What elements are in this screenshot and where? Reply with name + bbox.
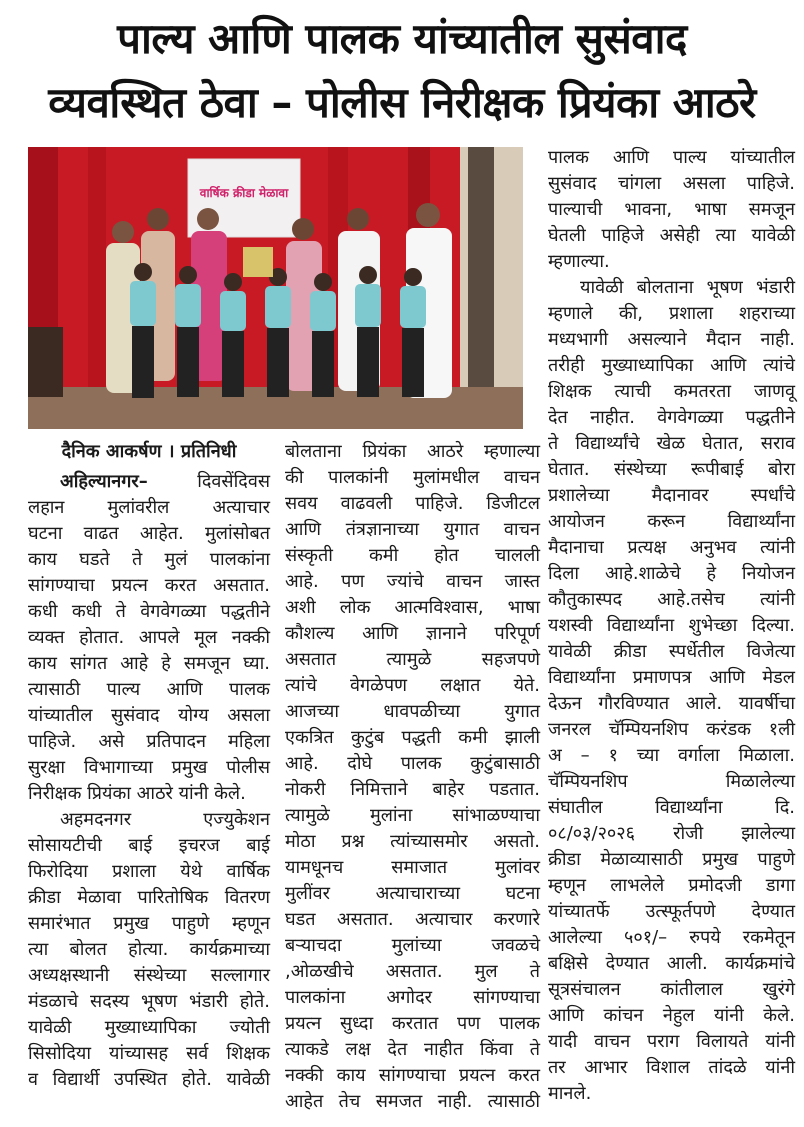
article-line: प्रशालेच्या मैदानावर स्पर्धांचे — [548, 485, 795, 506]
article-line: निरीक्षक प्रियंका आठरे यांनी केले. — [28, 783, 246, 804]
article-line: फिरोदिया प्रशाला येथे वार्षिक — [28, 861, 270, 882]
article-line: पालकांना अगोदर सांगण्याचा — [285, 987, 540, 1008]
article-line: व विद्यार्थी उपस्थित होते. यावेळी — [28, 1069, 270, 1090]
article-line: आहे. दोघे पालक कुटुंबासाठी — [285, 753, 540, 774]
dateline: अहिल्यानगर– — [60, 471, 148, 492]
trophy — [243, 247, 273, 277]
article-line: मंडळाचे सदस्य भूषण भंडारी होते. — [28, 991, 270, 1012]
article-line: घेतात. संस्थेच्या रूपीबाई बोरा — [548, 459, 795, 480]
article-column-2 — [285, 439, 540, 1115]
article-line: मुलींवर अत्याचाराच्या घटना — [285, 883, 540, 904]
article-line: पाल्याची भावना, भाषा समजून — [548, 199, 795, 220]
article-line: घडत असतात. अत्याचार करणारे — [285, 909, 540, 930]
article-line: यांच्यातर्फे उत्स्फूर्तपणे देण्यात — [548, 901, 795, 922]
article-line: यावेळी मुख्याध्यापिका ज्योती — [28, 1017, 270, 1038]
article-line: असतात त्यामुळे सहजपणे — [285, 649, 540, 670]
article-line: त्याकडे लक्ष देत नाहीत किंवा ते — [285, 1039, 540, 1060]
article-line: तर आभार विशाल तांदळे यांनी — [548, 1057, 795, 1078]
article-line: जनरल चॅम्पियनशिप करंडक १ली — [548, 719, 795, 740]
article-line: पाहिजे. असे प्रतिपादन महिला — [28, 731, 270, 752]
event-photo-illustration — [28, 147, 523, 429]
article-line: पालक आणि पाल्य यांच्यातील — [548, 147, 795, 168]
article-line: सुसंवाद चांगला असला पाहिजे. — [548, 173, 795, 194]
article-line: म्हणाल्या. — [548, 251, 610, 272]
article-line: बऱ्याचदा मुलांच्या जवळचे — [285, 935, 540, 956]
article-line: समारंभात प्रमुख पाहुणे म्हणून — [28, 913, 270, 934]
article-line: नक्की काय सांगण्याचा प्रयत्न करत — [285, 1065, 540, 1086]
article-line: व्यक्त होतात. आपले मूल नक्की — [28, 627, 270, 648]
article-line: की पालकांनी मुलांमधील वाचन — [285, 467, 540, 488]
news-photo — [28, 147, 523, 429]
article-line: सिसोदिया यांच्यासह सर्व शिक्षक — [28, 1043, 270, 1064]
article-line: त्या बोलत होत्या. कार्यक्रमाच्या — [28, 939, 270, 960]
article-line: आयोजन करून विद्यार्थ्यांना — [548, 511, 795, 532]
article-column-3 — [548, 145, 795, 1107]
article-line: त्यांचे वेगळेपण लक्षात येते. — [285, 675, 540, 696]
article-line: देऊन गौरविण्यात आले. यावर्षीचा — [548, 693, 795, 714]
article-line: म्हणून लाभलेले प्रमोदजी डागा — [548, 875, 795, 896]
article-line: त्यासाठी पाल्य आणि पालक — [28, 679, 270, 700]
article-line: कधी कधी ते वेगवेगळ्या पद्धतीने — [28, 601, 270, 622]
article-line: आणि कांचन नेहुल यांनी केले. — [548, 1005, 795, 1026]
article-line: अध्यक्षस्थानी संस्थेच्या सल्लागार — [28, 965, 270, 986]
article-line: यशस्वी विद्यार्थ्यांना शुभेच्छा दिल्या. — [548, 615, 795, 636]
article-line: मध्यभागी असल्याने मैदान नाही. — [548, 329, 795, 350]
article-line: क्रीडा मेळावा पारितोषिक वितरण — [28, 887, 270, 908]
article-line: बक्षिसे देण्यात आली. कार्यक्रमांचे — [548, 953, 795, 974]
article-line: आजच्या धावपळीच्या युगात — [285, 701, 540, 722]
article-line: आहे. पण ज्यांचे वाचन जास्त — [285, 571, 540, 592]
byline: दैनिक आकर्षण । प्रतिनिधी — [61, 441, 237, 462]
article-line: सोसायटीची बाई इचरज बाई — [28, 835, 270, 856]
article-line: दिला आहे.शाळेचे हे नियोजन — [548, 563, 795, 584]
article-line: अ – १ च्या वर्गाला मिळाला. — [548, 745, 795, 766]
article-line: आणि तंत्रज्ञानाच्या युगात वाचन — [285, 519, 540, 540]
article-line: कौतुकास्पद आहे.तसेच त्यांनी — [548, 589, 795, 610]
headline-line-1: पाल्य आणि पालक यांच्यातील सुसंवाद — [117, 14, 687, 63]
article-line: कौशल्य आणि ज्ञानाने परिपूर्ण — [285, 623, 540, 644]
article-line: अहमदनगर एज्युकेशन — [60, 809, 270, 830]
article-line: प्रयत्न सुध्दा करतात पण पालक — [285, 1013, 540, 1034]
article-column-1 — [28, 439, 270, 1093]
article-line: आलेल्या ५०१/– रुपये रकमेतून — [548, 927, 795, 948]
article-line: काय सांगत आहे हे समजून घ्या. — [28, 653, 270, 674]
article-line: बोलताना प्रियंका आठरे म्हणाल्या — [285, 441, 540, 462]
article-line: लहान मुलांवरील अत्याचार — [28, 497, 270, 518]
article-line: यावेळी क्रीडा स्पर्धेतील विजेत्या — [548, 641, 795, 662]
article-line: सांगण्याचा प्रयत्न करत असतात. — [28, 575, 270, 596]
article-line: ते विद्यार्थ्यांचे खेळ घेतात, सराव — [548, 433, 795, 454]
article-line: देत नाहीत. वेगवेगळ्या पद्धतीने — [548, 407, 795, 428]
article-line: यादी वाचन पराग विलायते यांनी — [548, 1031, 795, 1052]
article-line: घटना वाढत आहेत. मुलांसोबत — [28, 523, 270, 544]
article-line-text: दिवसेंदिवस — [197, 471, 270, 492]
article-line: सुरक्षा विभागाच्या प्रमुख पोलीस — [28, 757, 270, 778]
article-line: म्हणाले की, प्रशाला शहराच्या — [548, 303, 795, 324]
article-line: ०८/०३/२०२६ रोजी झालेल्या — [548, 823, 795, 844]
article-line: यावेळी बोलताना भूषण भंडारी — [580, 277, 795, 298]
article-line: यांच्यातील सुसंवाद योग्य असला — [28, 705, 270, 726]
article-line: एकत्रित कुटुंब पद्धती कमी झाली — [285, 727, 540, 748]
article-line: तरीही मुख्याध्यापिका आणि त्यांचे — [548, 355, 795, 376]
article-line: ,ओळखीचे असतात. मुल ते — [285, 961, 540, 982]
article-line: संस्कृती कमी होत चालली — [285, 545, 540, 566]
article-line: मानले. — [548, 1083, 592, 1104]
article-line: सवय वाढवली पाहिजे. डिजीटल — [285, 493, 540, 514]
article-line: त्यामुळे मुलांना सांभाळण्याचा — [285, 805, 540, 826]
article-line: विद्यार्थ्यांना प्रमाणपत्र आणि मेडल — [548, 667, 795, 688]
article-line: मैदानाचा प्रत्यक्ष अनुभव त्यांनी — [548, 537, 795, 558]
article-line: मोठा प्रश्न त्यांच्यासमोर असतो. — [285, 831, 540, 852]
article-line: यामधूनच समाजात मुलांवर — [285, 857, 540, 878]
article-line: चॅम्पियनशिप मिळालेल्या — [548, 771, 795, 792]
banner-text: वार्षिक क्रीडा मेळावा — [199, 186, 289, 200]
article-line: नोकरी निमित्ताने बाहेर पडतात. — [285, 779, 540, 800]
article-line: शिक्षक त्याची कमतरता जाणवू — [548, 381, 795, 402]
article-line: अशी लोक आत्मविश्वास, भाषा — [285, 597, 540, 618]
article-line: आहेत तेच समजत नाही. त्यासाठी — [285, 1091, 540, 1112]
headline-line-2: व्यवस्थित ठेवा – पोलीस निरीक्षक प्रियंका आठरे — [48, 78, 756, 127]
article-line: काय घडते ते मुलं पालकांना — [28, 549, 270, 570]
article-line: क्रीडा मेळाव्यासाठी प्रमुख पाहुणे — [548, 849, 795, 870]
article-line: घेतली पाहिजे असेही त्या यावेळी — [548, 225, 795, 246]
article-line: संघातील विद्यार्थ्यांना दि. — [548, 797, 795, 818]
article-line: सूत्रसंचालन कांतीलाल खुरंगे — [548, 979, 795, 1000]
article-line — [28, 469, 270, 495]
